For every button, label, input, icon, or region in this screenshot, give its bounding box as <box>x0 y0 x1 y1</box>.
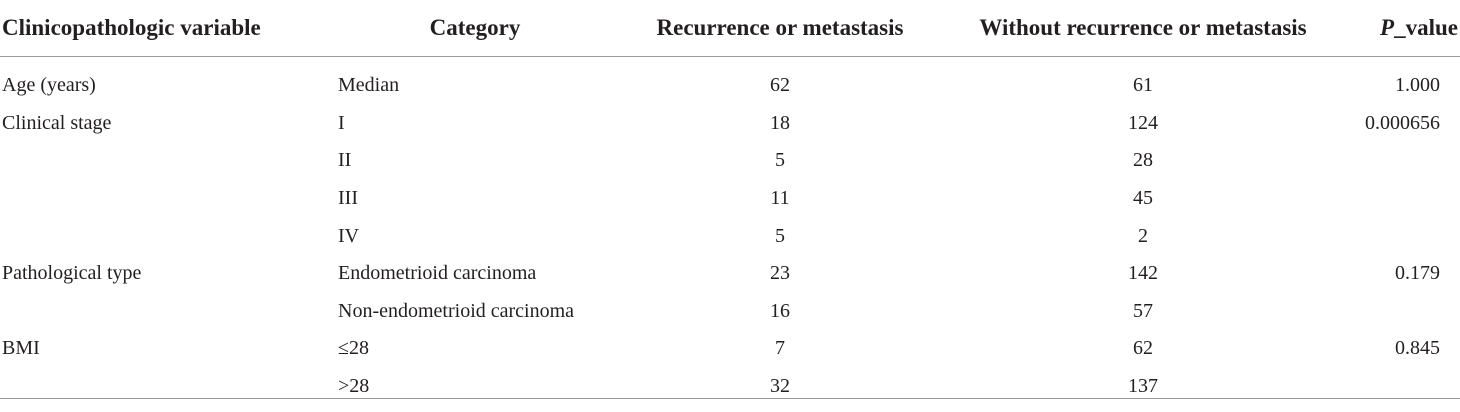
cell-without-recurrence: 45 <box>1133 187 1153 210</box>
cell-without-recurrence: 2 <box>1138 224 1148 247</box>
table-row <box>0 368 1460 406</box>
table-row <box>0 217 1460 255</box>
cell-p-value <box>1342 217 1460 255</box>
header-without-recurrence: Without recurrence or metastasis <box>944 0 1342 57</box>
header-category: Category <box>334 0 616 57</box>
table-row <box>0 180 1460 218</box>
cell-recurrence: 32 <box>770 375 790 398</box>
table-bottom-rule <box>0 398 1460 399</box>
cell-category: ≤28 <box>338 337 369 360</box>
cell-recurrence: 5 <box>775 149 785 172</box>
cell-variable <box>0 142 334 180</box>
cell-without-recurrence: 142 <box>1128 262 1158 285</box>
cell-recurrence: 11 <box>770 187 790 210</box>
cell-recurrence: 5 <box>775 224 785 247</box>
cell-category: Endometrioid carcinoma <box>338 262 537 285</box>
header-p-value <box>1342 0 1460 57</box>
cell-recurrence: 62 <box>770 74 790 97</box>
cell-category: Non-endometrioid carcinoma <box>338 299 575 322</box>
cell-category: III <box>338 187 358 210</box>
cell-category: >28 <box>338 375 370 398</box>
cell-variable <box>0 180 334 218</box>
cell-variable: Clinical stage <box>2 111 112 134</box>
header-p-rest: _value <box>1394 15 1458 40</box>
table-row <box>0 255 1460 293</box>
cell-p-value <box>1342 180 1460 218</box>
table-header <box>0 0 1460 57</box>
cell-recurrence: 16 <box>770 299 790 322</box>
table-row <box>0 105 1460 143</box>
table-row <box>0 142 1460 180</box>
table-body <box>0 57 1460 406</box>
table-row <box>0 330 1460 368</box>
cell-variable <box>0 217 334 255</box>
cell-p-value <box>1342 142 1460 180</box>
cell-variable <box>0 293 334 331</box>
cell-category: I <box>338 111 345 134</box>
cell-without-recurrence: 137 <box>1128 375 1158 398</box>
cell-p-value: 0.845 <box>1395 337 1440 360</box>
header-row <box>0 0 1460 57</box>
cell-variable: BMI <box>2 337 40 360</box>
cell-p-value <box>1342 293 1460 331</box>
cell-variable <box>0 368 334 406</box>
cell-recurrence: 18 <box>770 111 790 134</box>
cell-variable: Pathological type <box>2 262 142 285</box>
cell-recurrence: 7 <box>775 337 785 360</box>
cell-without-recurrence: 28 <box>1133 149 1153 172</box>
header-recurrence: Recurrence or metastasis <box>616 0 944 57</box>
cell-category: II <box>338 149 352 172</box>
cell-without-recurrence: 61 <box>1133 74 1153 97</box>
cell-variable: Age (years) <box>2 74 96 97</box>
cell-p-value: 0.179 <box>1395 262 1440 285</box>
cell-p-value: 1.000 <box>1395 74 1440 97</box>
cell-p-value: 0.000656 <box>1365 111 1440 134</box>
header-p-italic: P <box>1380 15 1395 40</box>
cell-category: Median <box>338 74 400 97</box>
table-row <box>0 293 1460 331</box>
cell-category: IV <box>338 224 360 247</box>
cell-without-recurrence: 62 <box>1133 337 1153 360</box>
cell-p-value <box>1342 368 1460 406</box>
table-row <box>0 57 1460 105</box>
cell-without-recurrence: 57 <box>1133 299 1153 322</box>
cell-without-recurrence: 124 <box>1128 111 1158 134</box>
header-variable: Clinicopathologic variable <box>0 0 334 57</box>
cell-recurrence: 23 <box>770 262 790 285</box>
